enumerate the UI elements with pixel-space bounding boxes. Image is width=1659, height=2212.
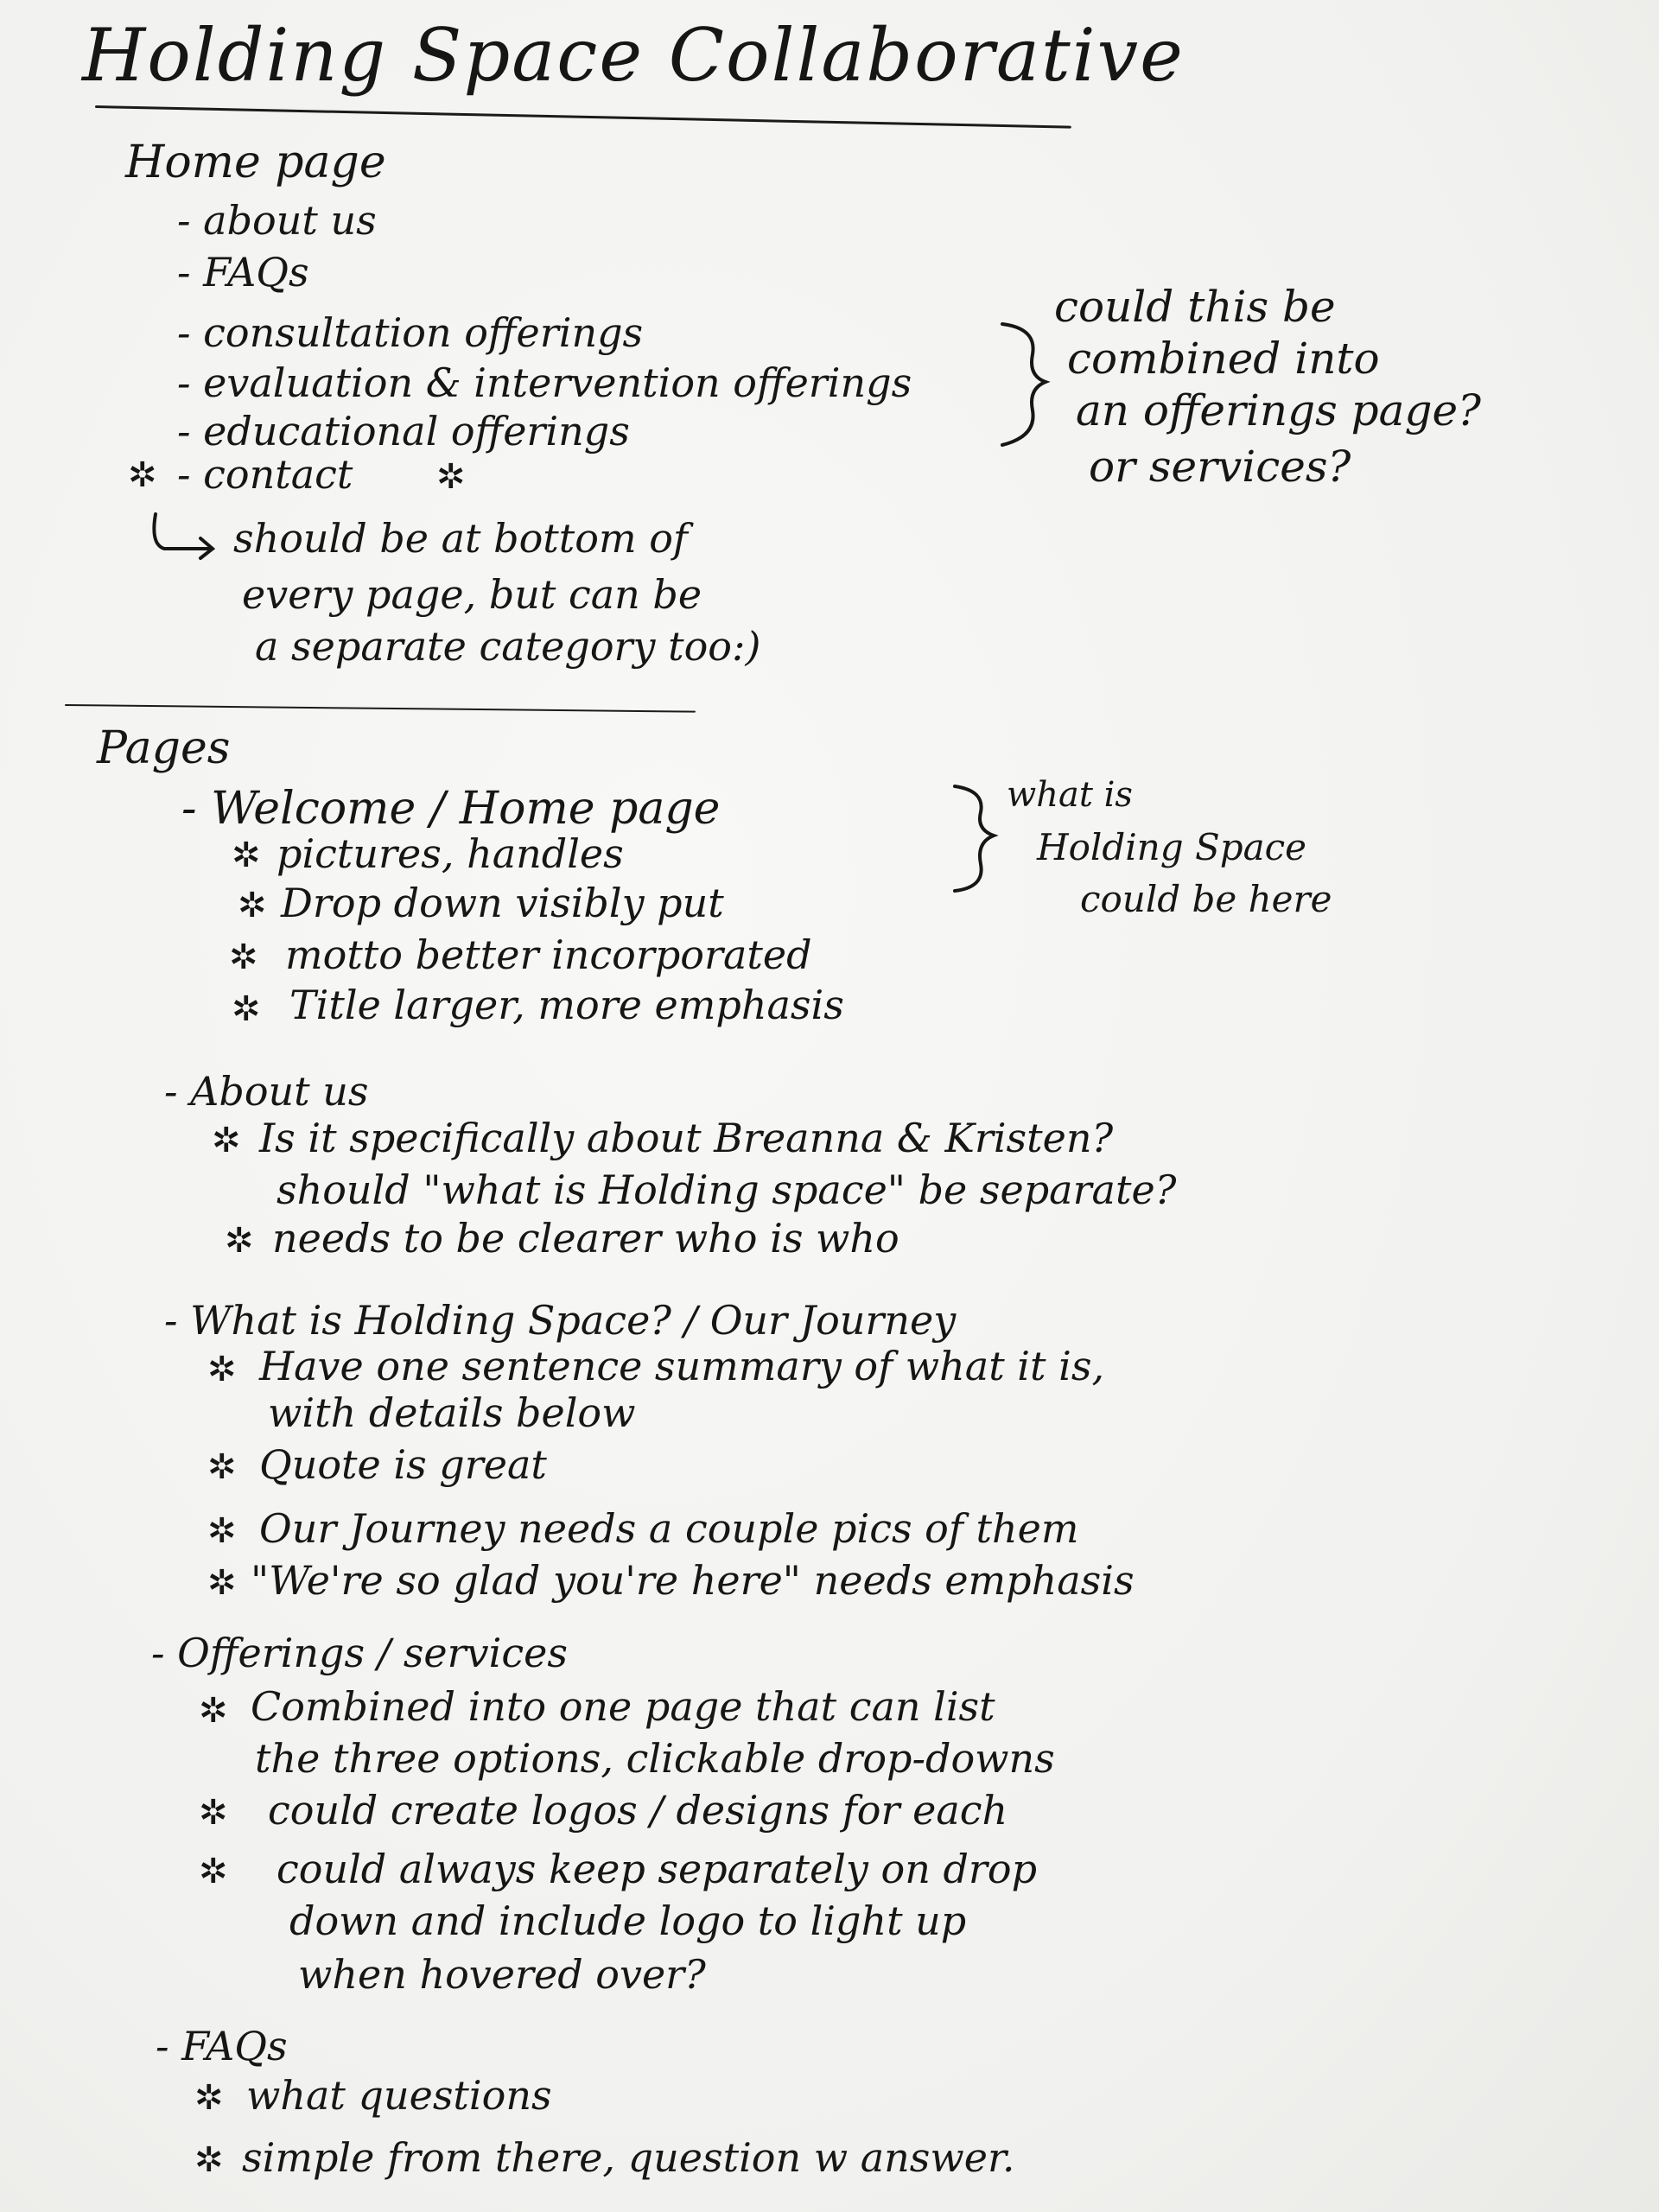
- star-icon: ✲: [194, 2140, 224, 2180]
- offerings-label: - Offerings / services: [151, 1630, 568, 1676]
- what-is-label: - What is Holding Space? / Our Journey: [164, 1297, 957, 1344]
- star-icon: ✲: [436, 457, 466, 497]
- welcome-note-line-2: Holding Space: [1037, 826, 1307, 868]
- faqs-bullet-2: simple from there, question w answer.: [242, 2134, 1015, 2181]
- about-bullet-2: should "what is Holding space" be separate?: [276, 1166, 1177, 1213]
- home-item-consultation: - consultation offerings: [177, 309, 644, 356]
- welcome-note-line-3: could be here: [1080, 878, 1332, 920]
- what-is-bullet-2: with details below: [268, 1389, 636, 1436]
- home-page-heading: Home page: [125, 137, 386, 188]
- offerings-note-line-1: could this be: [1054, 282, 1336, 332]
- what-is-bullet-5: "We're so glad you're here" needs emphasis: [251, 1557, 1135, 1604]
- star-icon: ✲: [207, 1447, 237, 1487]
- welcome-label: - Welcome / Home page: [181, 783, 721, 835]
- welcome-bullet-4: Title larger, more emphasis: [289, 982, 844, 1028]
- star-icon: ✲: [238, 886, 267, 925]
- offerings-bullet-4: could always keep separately on drop: [276, 1846, 1038, 1892]
- home-item-contact: - contact: [177, 451, 353, 498]
- star-icon: ✲: [207, 1511, 237, 1551]
- star-icon: ✲: [194, 2078, 224, 2118]
- contact-note-line-3: a separate category too:): [255, 623, 761, 670]
- star-icon: ✲: [232, 836, 261, 875]
- star-icon: ✲: [199, 1691, 228, 1731]
- what-is-bullet-3: Quote is great: [259, 1441, 547, 1488]
- what-is-bullet-4: Our Journey needs a couple pics of them: [259, 1505, 1079, 1552]
- star-icon: ✲: [199, 1793, 228, 1833]
- arrow-icon: [147, 510, 225, 562]
- offerings-bullet-2: the three options, clickable drop-downs: [255, 1735, 1055, 1782]
- star-icon: ✲: [232, 989, 261, 1029]
- offerings-note-line-4: or services?: [1089, 442, 1351, 492]
- offerings-note-line-3: an offerings page?: [1076, 385, 1481, 435]
- star-icon: ✲: [128, 455, 157, 495]
- welcome-bullet-1: pictures, handles: [276, 830, 624, 877]
- welcome-bullet-3: motto better incorporated: [285, 931, 812, 978]
- offerings-bullet-6: when hovered over?: [298, 1951, 706, 1998]
- star-icon: ✲: [199, 1852, 228, 1891]
- brace-icon: [950, 782, 998, 894]
- home-item-about: - about us: [177, 197, 377, 244]
- offerings-bullet-3: could create logos / designs for each: [268, 1787, 1008, 1834]
- offerings-note-line-2: combined into: [1067, 334, 1380, 384]
- about-label: - About us: [164, 1068, 369, 1115]
- faqs-label: - FAQs: [156, 2023, 288, 2069]
- star-icon: ✲: [207, 1350, 237, 1389]
- page-title: Holding Space Collaborative: [82, 13, 1185, 98]
- contact-note-line-1: should be at bottom of: [233, 515, 688, 562]
- home-item-evaluation: - evaluation & intervention offerings: [177, 359, 912, 406]
- home-item-educational: - educational offerings: [177, 408, 630, 454]
- offerings-bullet-1: Combined into one page that can list: [251, 1683, 995, 1730]
- about-bullet-1: Is it specifically about Breanna & Kristen?: [259, 1115, 1114, 1161]
- about-bullet-3: needs to be clearer who is who: [272, 1215, 899, 1262]
- offerings-bullet-5: down and include logo to light up: [289, 1897, 967, 1944]
- faqs-bullet-1: what questions: [246, 2072, 552, 2119]
- home-item-faqs: - FAQs: [177, 249, 309, 296]
- what-is-bullet-1: Have one sentence summary of what it is,: [259, 1343, 1105, 1389]
- welcome-note-line-1: what is: [1007, 775, 1133, 815]
- contact-note-line-2: every page, but can be: [242, 571, 702, 618]
- star-icon: ✲: [207, 1563, 237, 1603]
- welcome-bullet-2: Drop down visibly put: [281, 880, 724, 926]
- star-icon: ✲: [229, 938, 258, 977]
- star-icon: ✲: [225, 1221, 254, 1261]
- star-icon: ✲: [212, 1121, 241, 1160]
- pages-heading: Pages: [97, 722, 231, 774]
- brace-icon: [998, 320, 1050, 449]
